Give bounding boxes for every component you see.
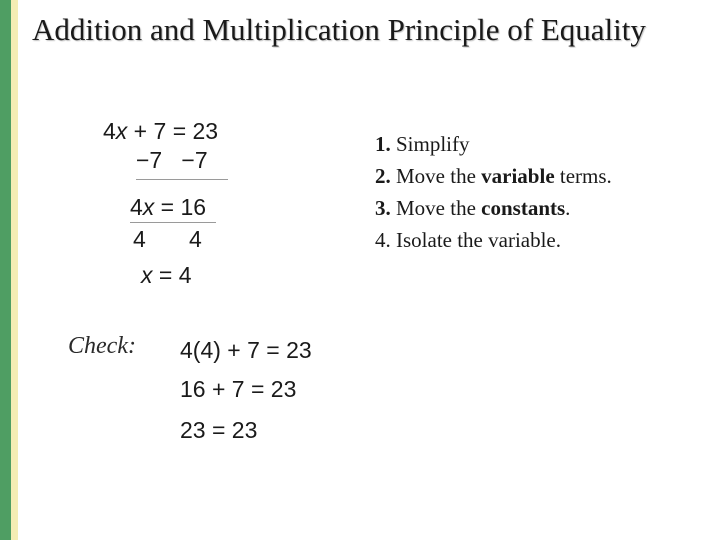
- division-rule: [130, 222, 216, 223]
- step-item: 1. Simplify: [375, 132, 470, 156]
- steps-list: [375, 128, 612, 256]
- divisor-left: 4: [133, 226, 146, 252]
- check-line-2: 16 + 7 = 23: [180, 376, 297, 402]
- check-label: Check:: [68, 333, 136, 359]
- left-accent-stripe: [11, 0, 18, 540]
- step-item: 2. Move the variable terms.: [375, 164, 612, 188]
- left-accent-bar: [0, 0, 11, 540]
- equation-line-5: x = 4: [141, 262, 192, 288]
- check-line-3: 23 = 23: [180, 417, 258, 443]
- equation-line-1: 4x + 7 = 23: [103, 118, 219, 144]
- slide-title: Addition and Multiplication Principle of Equality: [32, 12, 646, 47]
- equation-line-2: −7 −7: [136, 147, 208, 173]
- subtraction-rule: [136, 179, 228, 180]
- step-item: 4. Isolate the variable.: [375, 228, 562, 252]
- divisor-right: 4: [189, 226, 202, 252]
- step-item: 3. Move the constants.: [375, 196, 571, 220]
- equation-line-3: 4x = 16: [130, 194, 207, 220]
- check-line-1: 4(4) + 7 = 23: [180, 337, 312, 363]
